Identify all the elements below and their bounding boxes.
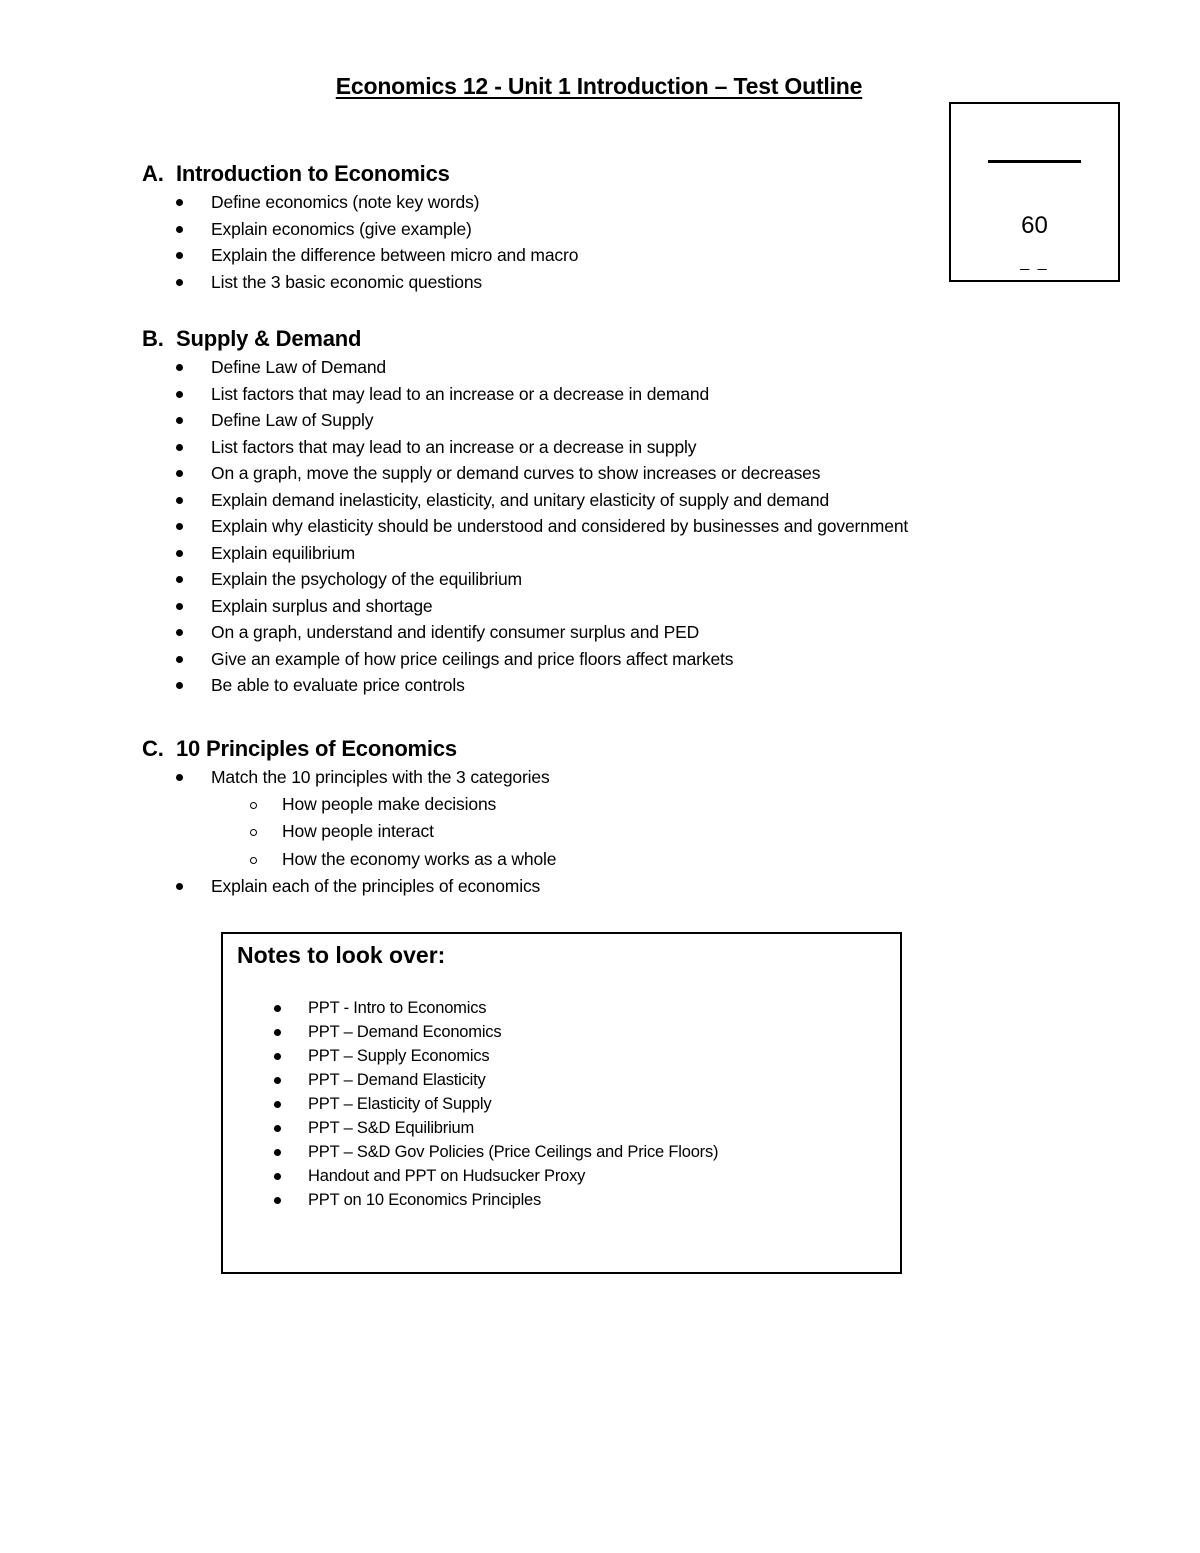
list-item-text: Match the 10 principles with the 3 categories: [211, 767, 550, 787]
list-item-text: Explain economics (give example): [211, 218, 472, 239]
list-item-text: Explain demand inelasticity, elasticity, and unitary elasticity of supply and demand: [211, 489, 830, 510]
section-b: [142, 324, 908, 699]
bullet-icon: [176, 682, 183, 689]
notes-item: [223, 1020, 718, 1044]
score-box: [949, 102, 1120, 282]
bullet-icon: [176, 576, 183, 583]
list-item: [142, 216, 578, 243]
list-item: [142, 593, 908, 620]
notes-item: [223, 1044, 718, 1068]
bullet-icon: [176, 364, 183, 371]
list-item: [142, 434, 908, 461]
list-item: [142, 189, 578, 216]
list-item-text: Explain the difference between micro and macro: [211, 245, 579, 265]
notes-item-text: PPT – Demand Elasticity: [308, 1071, 486, 1089]
notes-box: [221, 932, 902, 1274]
list-item-text: Explain equilibrium: [211, 542, 356, 563]
list-item-text: Explain the psychology of the equilibrium: [211, 569, 522, 589]
notes-heading: Notes to look over:: [237, 942, 446, 968]
notes-item-text: PPT - Intro to Economics: [308, 999, 487, 1017]
list-item: [142, 487, 908, 514]
page-title: Economics 12 - Unit 1 Introduction – Test Outline: [335, 73, 863, 99]
list-item: [142, 407, 908, 434]
notes-list: [223, 996, 718, 1212]
bullet-icon: [176, 252, 183, 259]
list-item-text: Explain each of the principles of economics: [211, 876, 541, 896]
list-item: [142, 873, 556, 900]
bullet-icon: [274, 1053, 281, 1060]
notes-item-text: PPT on 10 Economics Principles: [308, 1191, 542, 1209]
sub-list-item: [142, 791, 556, 819]
score-blank-line: [988, 160, 1081, 163]
section-title: 10 Principles of Economics: [176, 736, 457, 761]
bullet-icon: [176, 417, 183, 424]
bullet-icon: [176, 629, 183, 636]
list-item: [142, 646, 908, 673]
circle-bullet-icon: [250, 802, 257, 809]
bullet-icon: [274, 1005, 281, 1012]
section-heading: [142, 734, 556, 764]
section-c-sublist: [142, 791, 556, 874]
bullet-icon: [176, 774, 183, 781]
section-heading: [142, 324, 908, 354]
sub-list-item-text: How people make decisions: [282, 793, 497, 814]
bullet-icon: [274, 1101, 281, 1108]
notes-item: [223, 996, 718, 1020]
list-item-text: Define Law of Supply: [211, 410, 374, 430]
bullet-icon: [176, 603, 183, 610]
section-b-list: [142, 354, 908, 699]
list-item: [142, 566, 908, 593]
list-item-text: Give an example of how price ceilings and price floors affect markets: [211, 648, 734, 669]
section-letter: A.: [142, 161, 164, 186]
score-total: 60: [1021, 212, 1048, 239]
section-a-list: [142, 189, 578, 295]
bullet-icon: [176, 391, 183, 398]
sub-list-item-text: How people interact: [282, 821, 434, 841]
section-title: Introduction to Economics: [176, 161, 450, 186]
section-c-list: [142, 764, 556, 791]
notes-item-text: Handout and PPT on Hudsucker Proxy: [308, 1167, 586, 1185]
list-item: [142, 513, 908, 540]
list-item-text: List the 3 basic economic questions: [211, 271, 483, 292]
bullet-icon: [274, 1149, 281, 1156]
list-item: [142, 381, 908, 408]
bullet-icon: [176, 226, 183, 233]
bullet-icon: [176, 883, 183, 890]
notes-item: [223, 1164, 718, 1188]
list-item-text: Explain why elasticity should be understood and considered by businesses and government: [211, 516, 909, 536]
list-item: [142, 672, 908, 699]
notes-item: [223, 1092, 718, 1116]
notes-item: [223, 1188, 718, 1212]
section-title: Supply & Demand: [176, 326, 362, 351]
notes-item: [223, 1140, 718, 1164]
bullet-icon: [274, 1077, 281, 1084]
bullet-icon: [176, 444, 183, 451]
circle-bullet-icon: [250, 857, 257, 864]
bullet-icon: [176, 550, 183, 557]
notes-item-text: PPT – Demand Economics: [308, 1023, 502, 1041]
notes-item-text: PPT – Supply Economics: [308, 1047, 490, 1065]
section-a: [142, 159, 578, 295]
list-item-text: List factors that may lead to an increase or a decrease in demand: [211, 383, 710, 404]
notes-item-text: PPT – Elasticity of Supply: [308, 1095, 492, 1113]
bullet-icon: [274, 1125, 281, 1132]
list-item-text: Explain surplus and shortage: [211, 595, 433, 616]
list-item: [142, 460, 908, 487]
circle-bullet-icon: [250, 829, 257, 836]
bullet-icon: [176, 523, 183, 530]
list-item: [142, 242, 578, 269]
bullet-icon: [274, 1173, 281, 1180]
notes-item-text: PPT – S&D Gov Policies (Price Ceilings and Price Floors): [308, 1143, 719, 1161]
sub-list-item-text: How the economy works as a whole: [282, 848, 557, 869]
bullet-icon: [176, 279, 183, 286]
list-item-text: On a graph, understand and identify consumer surplus and PED: [211, 622, 700, 642]
bullet-icon: [176, 199, 183, 206]
list-item-text: List factors that may lead to an increase or a decrease in supply: [211, 436, 697, 457]
bullet-icon: [176, 470, 183, 477]
list-item-text: Define economics (note key words): [211, 192, 480, 212]
section-c-list-continued: [142, 873, 556, 900]
notes-item: [223, 1068, 718, 1092]
bullet-icon: [176, 656, 183, 663]
list-item-text: Be able to evaluate price controls: [211, 675, 465, 695]
list-item-text: On a graph, move the supply or demand curves to show increases or decreases: [211, 463, 821, 483]
list-item: [142, 619, 908, 646]
list-item: [142, 540, 908, 567]
section-c: [142, 734, 556, 900]
list-item: [142, 354, 908, 381]
bullet-icon: [274, 1197, 281, 1204]
sub-list-item: [142, 846, 556, 874]
list-item: [142, 764, 556, 791]
section-heading: [142, 159, 578, 189]
bullet-icon: [274, 1029, 281, 1036]
list-item-text: Define Law of Demand: [211, 357, 387, 377]
notes-item-text: PPT – S&D Equilibrium: [308, 1119, 475, 1137]
list-item: [142, 269, 578, 296]
bullet-icon: [176, 497, 183, 504]
sub-list-item: [142, 818, 556, 846]
section-letter: C.: [142, 736, 164, 761]
notes-item: [223, 1116, 718, 1140]
score-dash: _ _: [1020, 254, 1049, 271]
section-letter: B.: [142, 326, 164, 351]
